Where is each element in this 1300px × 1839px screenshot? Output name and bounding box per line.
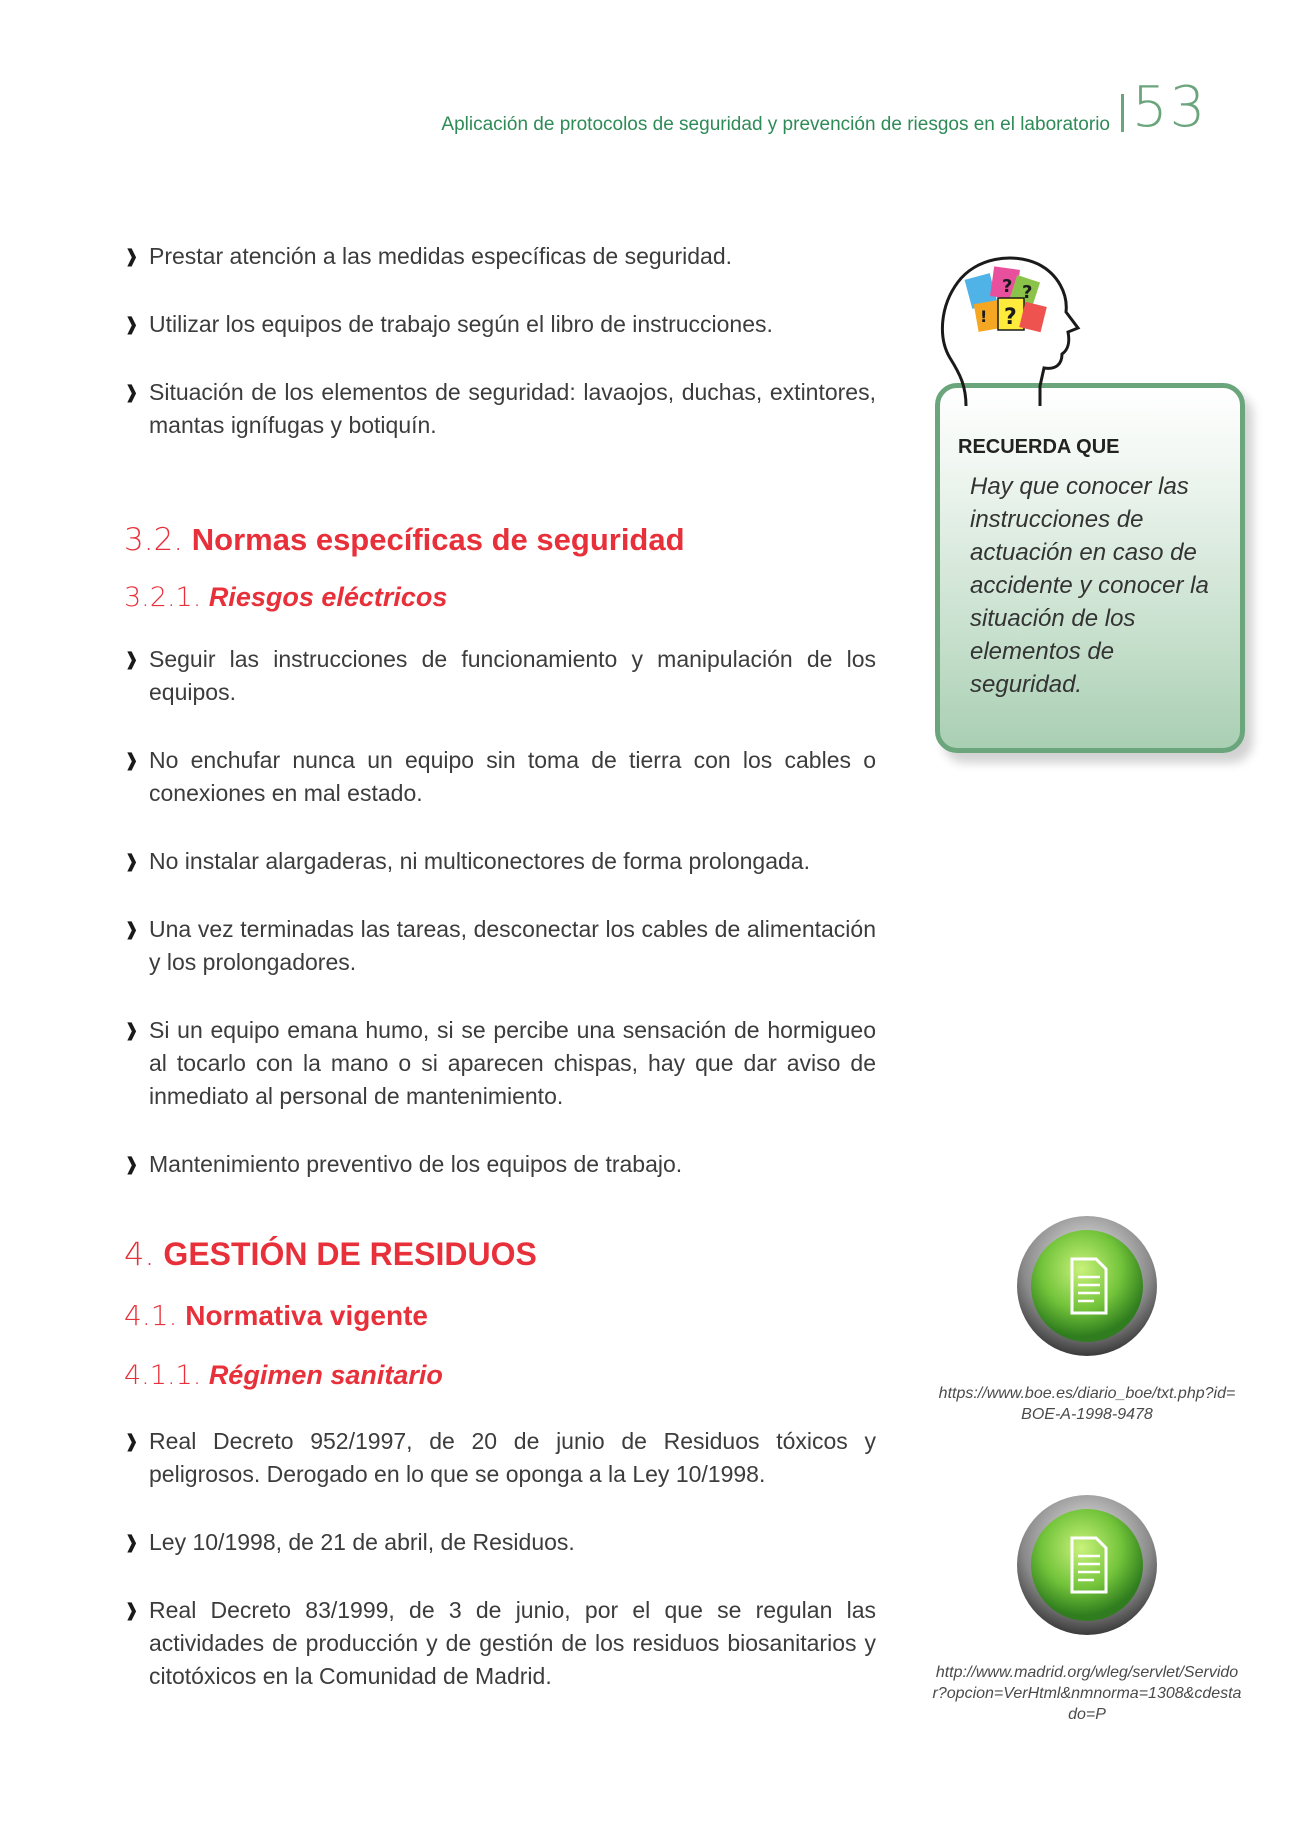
bullet-marker-icon: ❱ xyxy=(124,1154,140,1174)
list-item: ❱ No instalar alargaderas, ni multiconectores de forma prolongada. xyxy=(124,845,876,878)
list-item: ❱ Mantenimiento preventivo de los equipos de trabajo. xyxy=(124,1148,876,1181)
header-title: Aplicación de protocolos de seguridad y prevención de riesgos en el laboratorio xyxy=(441,114,1110,135)
bullet-marker-icon: ❱ xyxy=(124,246,140,266)
main-content xyxy=(124,240,876,1728)
bullet-marker-icon: ❱ xyxy=(124,1532,140,1552)
thinking-head-icon xyxy=(936,246,1086,406)
document-icon[interactable] xyxy=(1014,1492,1160,1638)
bullet-marker-icon: ❱ xyxy=(124,750,140,770)
section-heading-3-2: 3.2. Normas específicas de seguridad xyxy=(124,522,685,558)
section-heading-3-2-1: 3.2.1. Riesgos eléctricos xyxy=(124,582,448,613)
list-item: ❱ No enchufar nunca un equipo sin toma de tierra con los cables o conexiones en mal estado. xyxy=(124,744,876,810)
list-item: ❱ Seguir las instrucciones de funcionamiento y manipulación de los equipos. xyxy=(124,643,876,709)
svg-text:?: ? xyxy=(1022,282,1033,303)
list-item: ❱ Real Decreto 83/1999, de 3 de junio, por el que se regulan las actividades de producción y de gestión de los residuos biosanitarios y citotóxicos en la Comunidad de Madrid. xyxy=(124,1594,876,1693)
list-item: ❱ Situación de los elementos de seguridad: lavaojos, duchas, extintores, mantas ignífugas y botiquín. xyxy=(124,376,876,442)
link-url[interactable]: https://www.boe.es/diario_boe/txt.php?id=BOE-A-1998-9478 xyxy=(938,1385,1236,1423)
recuerda-title: RECUERDA QUE xyxy=(958,436,1120,458)
list-item: ❱ Una vez terminadas las tareas, desconectar los cables de alimentación y los prolongadores. xyxy=(124,913,876,979)
svg-text:?: ? xyxy=(1002,276,1013,297)
list-item: ❱ Ley 10/1998, de 21 de abril, de Residuos. xyxy=(124,1526,876,1559)
recuerda-box xyxy=(935,383,1245,753)
bullet-marker-icon: ❱ xyxy=(124,1600,140,1620)
recuerda-text: Hay que conocer las instrucciones de actuación en caso de accidente y conocer la situación de los elementos de seguridad. xyxy=(970,473,1209,698)
list-item: ❱ Si un equipo emana humo, si se percibe una sensación de hormigueo al tocarlo con la mano o si aparecen chispas, hay que dar aviso de inmediato al personal de mantenimiento. xyxy=(124,1014,876,1113)
bullet-marker-icon: ❱ xyxy=(124,649,140,669)
header-divider xyxy=(1121,94,1124,132)
page-header xyxy=(0,75,1300,148)
bullet-marker-icon: ❱ xyxy=(124,919,140,939)
section-heading-4-1: 4.1. Normativa vigente xyxy=(124,1299,428,1332)
svg-text:?: ? xyxy=(1004,305,1017,330)
document-icon[interactable] xyxy=(1014,1213,1160,1359)
bullet-marker-icon: ❱ xyxy=(124,1020,140,1040)
bullet-marker-icon: ❱ xyxy=(124,314,140,334)
list-item: ❱ Real Decreto 952/1997, de 20 de junio de Residuos tóxicos y peligrosos. Derogado en lo que se oponga a la Ley 10/1998. xyxy=(124,1425,876,1491)
section-heading-4: 4. GESTIÓN DE RESIDUOS xyxy=(124,1235,537,1273)
bullet-marker-icon: ❱ xyxy=(124,382,140,402)
bullet-marker-icon: ❱ xyxy=(124,1431,140,1451)
svg-text:!: ! xyxy=(980,307,988,326)
page-number: 53 xyxy=(1132,75,1208,140)
link-url[interactable]: http://www.madrid.org/wleg/servlet/Servidor?opcion=VerHtml&nmnorma=1308&cdestado=P xyxy=(932,1664,1242,1723)
list-item: ❱ Utilizar los equipos de trabajo según el libro de instrucciones. xyxy=(124,308,876,341)
list-item: ❱ Prestar atención a las medidas específicas de seguridad. xyxy=(124,240,876,273)
bullet-marker-icon: ❱ xyxy=(124,851,140,871)
section-heading-4-1-1: 4.1.1. Régimen sanitario xyxy=(124,1360,443,1391)
